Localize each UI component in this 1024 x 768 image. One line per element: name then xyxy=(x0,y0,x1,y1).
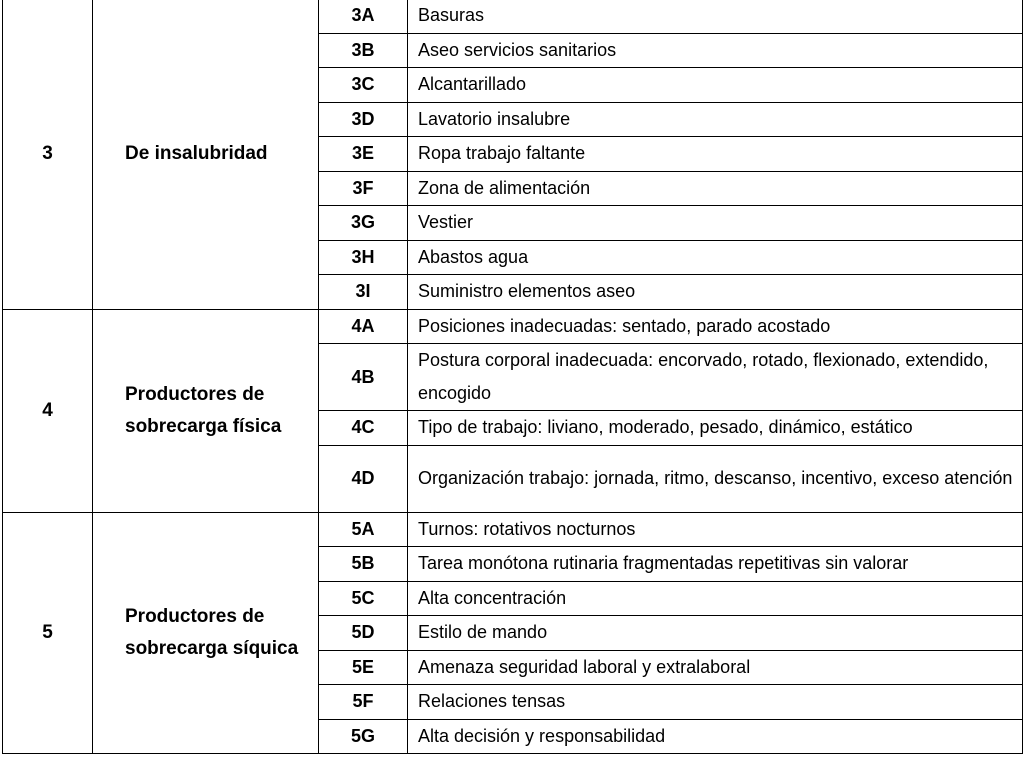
item-code: 5A xyxy=(319,512,408,547)
item-code: 3G xyxy=(319,206,408,241)
item-description: Vestier xyxy=(408,206,1023,241)
group-category: De insalubridad xyxy=(93,0,319,309)
item-code: 3I xyxy=(319,275,408,310)
item-description: Posiciones inadecuadas: sentado, parado acostado xyxy=(408,309,1023,344)
item-description: Tipo de trabajo: liviano, moderado, pesado, dinámico, estático xyxy=(408,411,1023,446)
item-description: Alcantarillado xyxy=(408,68,1023,103)
item-description: Lavatorio insalubre xyxy=(408,102,1023,137)
table-row xyxy=(3,0,1023,33)
item-code: 5B xyxy=(319,547,408,582)
item-description: Aseo servicios sanitarios xyxy=(408,33,1023,68)
item-code: 5G xyxy=(319,719,408,754)
item-code: 5D xyxy=(319,616,408,651)
item-code: 3C xyxy=(319,68,408,103)
item-code: 3E xyxy=(319,137,408,172)
item-code: 4A xyxy=(319,309,408,344)
table-row xyxy=(3,512,1023,547)
group-number: 4 xyxy=(3,309,93,512)
group-number: 3 xyxy=(3,0,93,309)
group-category: Productores de sobrecarga síquica xyxy=(93,512,319,754)
item-description: Alta concentración xyxy=(408,581,1023,616)
item-description: Abastos agua xyxy=(408,240,1023,275)
item-description: Organización trabajo: jornada, ritmo, descanso, incentivo, exceso atención xyxy=(408,445,1023,512)
item-code: 3A xyxy=(319,0,408,33)
item-code: 5E xyxy=(319,650,408,685)
item-description: Relaciones tensas xyxy=(408,685,1023,720)
item-code: 4B xyxy=(319,344,408,411)
item-code: 3H xyxy=(319,240,408,275)
item-description: Basuras xyxy=(408,0,1023,33)
item-description: Amenaza seguridad laboral y extralaboral xyxy=(408,650,1023,685)
item-description: Zona de alimentación xyxy=(408,171,1023,206)
item-description: Alta decisión y responsabilidad xyxy=(408,719,1023,754)
item-code: 3B xyxy=(319,33,408,68)
item-code: 5F xyxy=(319,685,408,720)
item-code: 4D xyxy=(319,445,408,512)
item-code: 4C xyxy=(319,411,408,446)
group-category: Productores de sobrecarga física xyxy=(93,309,319,512)
item-code: 5C xyxy=(319,581,408,616)
item-description: Ropa trabajo faltante xyxy=(408,137,1023,172)
table-row xyxy=(3,309,1023,344)
risk-factor-table xyxy=(2,0,1023,754)
item-description: Tarea monótona rutinaria fragmentadas repetitivas sin valorar xyxy=(408,547,1023,582)
item-description: Estilo de mando xyxy=(408,616,1023,651)
item-description: Suministro elementos aseo xyxy=(408,275,1023,310)
group-number: 5 xyxy=(3,512,93,754)
item-code: 3D xyxy=(319,102,408,137)
item-description: Postura corporal inadecuada: encorvado, rotado, flexionado, extendido, encogido xyxy=(408,344,1023,411)
item-description: Turnos: rotativos nocturnos xyxy=(408,512,1023,547)
item-code: 3F xyxy=(319,171,408,206)
